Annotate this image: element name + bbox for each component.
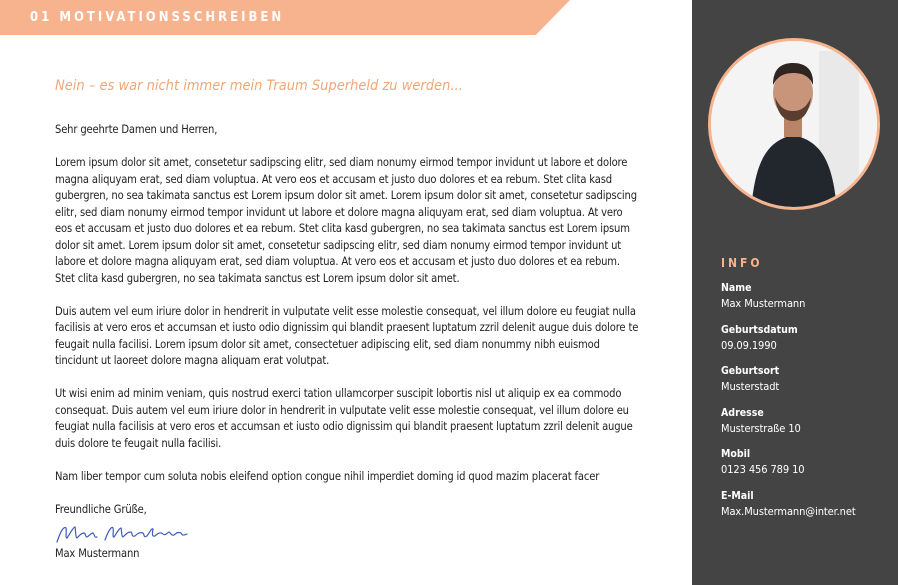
letter-paragraph: Duis autem vel eum iriure dolor in hendrerit in vulputate velit esse molestie consequat, vel illum dolore eu feugiat nulla facilisis at vero eros et accumsan et iusto odio dignissim qui blandit praesent luptatum zzril delenit augue duis dolore te feugait nulla facilisi. Lorem ipsum dolor sit amet, consectetuer adipiscing elit, sed diam nonummy nibh euismod tincidunt ut laoreet dolore magna aliquam erat volutpat. — [55, 304, 639, 367]
info-value: 09.09.1990 — [721, 338, 777, 352]
info-value: 0123 456 789 10 — [721, 463, 805, 476]
letter-salutation: Sehr geehrte Damen und Herren, — [55, 123, 218, 136]
info-item-email — [721, 489, 891, 520]
signer-name: Max Mustermann — [55, 547, 140, 560]
info-value[interactable]: Max.Mustermann@inter.net — [721, 504, 856, 518]
info-value: Max Mustermann — [721, 297, 806, 310]
letter-closing: Freundliche Grüße, — [55, 502, 147, 516]
info-label: Mobil — [721, 448, 751, 460]
letter-tagline: Nein – es war nicht immer mein Traum Superheld zu werden... — [55, 78, 463, 94]
letter-body — [55, 122, 640, 579]
letter-paragraph: Ut wisi enim ad minim veniam, quis nostrud exerci tation ullamcorper suscipit lobortis nisl ut aliquip ex ea commodo consequat. Duis autem vel eum iriure dolor in hendrerit in vulputate velit esse molestie consequat, vel illum dolore eu feugiat nulla facilisis at vero eros et accumsan et iusto odio dignissim qui blandit praesent luptatum zzril delenit augue duis dolore te feugait nulla facilisi. — [55, 387, 633, 450]
info-label: Geburtsdatum — [721, 323, 798, 336]
info-item-name — [721, 281, 891, 312]
info-item-mobile — [721, 447, 891, 478]
info-item-birthdate — [721, 323, 891, 354]
profile-photo — [708, 38, 880, 210]
letter-paragraph: Nam liber tempor cum soluta nobis eleifend option congue nihil imperdiet doming id quod mazim placerat facer — [55, 469, 600, 483]
section-title: 01 MOTIVATIONSSCHREIBEN — [30, 10, 285, 25]
signature-icon — [55, 520, 195, 548]
info-label: E-Mail — [721, 489, 754, 502]
info-value: Musterstadt — [721, 380, 780, 393]
info-label: Geburtsort — [721, 365, 780, 377]
info-item-address — [721, 406, 891, 437]
info-item-birthplace — [721, 364, 891, 395]
info-list — [721, 281, 891, 530]
signature-image — [55, 520, 640, 546]
info-label: Name — [721, 282, 752, 294]
info-value: Musterstraße 10 — [721, 421, 801, 435]
info-heading: INFO — [721, 256, 763, 270]
sidebar — [692, 0, 898, 585]
letter-paragraph: Lorem ipsum dolor sit amet, consetetur sadipscing elitr, sed diam nonumy eirmod tempor invidunt ut labore et dolore magna aliquyam erat, sed diam voluptua. At vero eos et accusam et justo duo dolores et ea rebum. Stet clita kasd gubergren, no sea takimata sanctus est Lorem ipsum dolor sit amet. Lorem ipsum dolor sit amet, consetetur sadipscing elitr, sed diam nonumy eirmod tempor invidunt ut labore et dolore magna aliquyam erat, sed diam voluptua. At vero eos et accusam et justo duo dolores et ea rebum. Stet clita kasd gubergren, no sea takimata sanctus est Lorem ipsum dolor sit amet. Lorem ipsum dolor sit amet, consetetur sadipscing elitr, sed diam nonumy eirmod tempor invidunt ut labore et dolore magna aliquyam erat, sed diam voluptua. At vero eos et accusam et justo duo dolores et ea rebum. Stet clita kasd gubergren, no sea takimata sanctus est Lorem ipsum dolor sit amet. — [55, 156, 637, 285]
portrait-photo-icon — [711, 41, 877, 207]
info-label: Adresse — [721, 406, 764, 419]
